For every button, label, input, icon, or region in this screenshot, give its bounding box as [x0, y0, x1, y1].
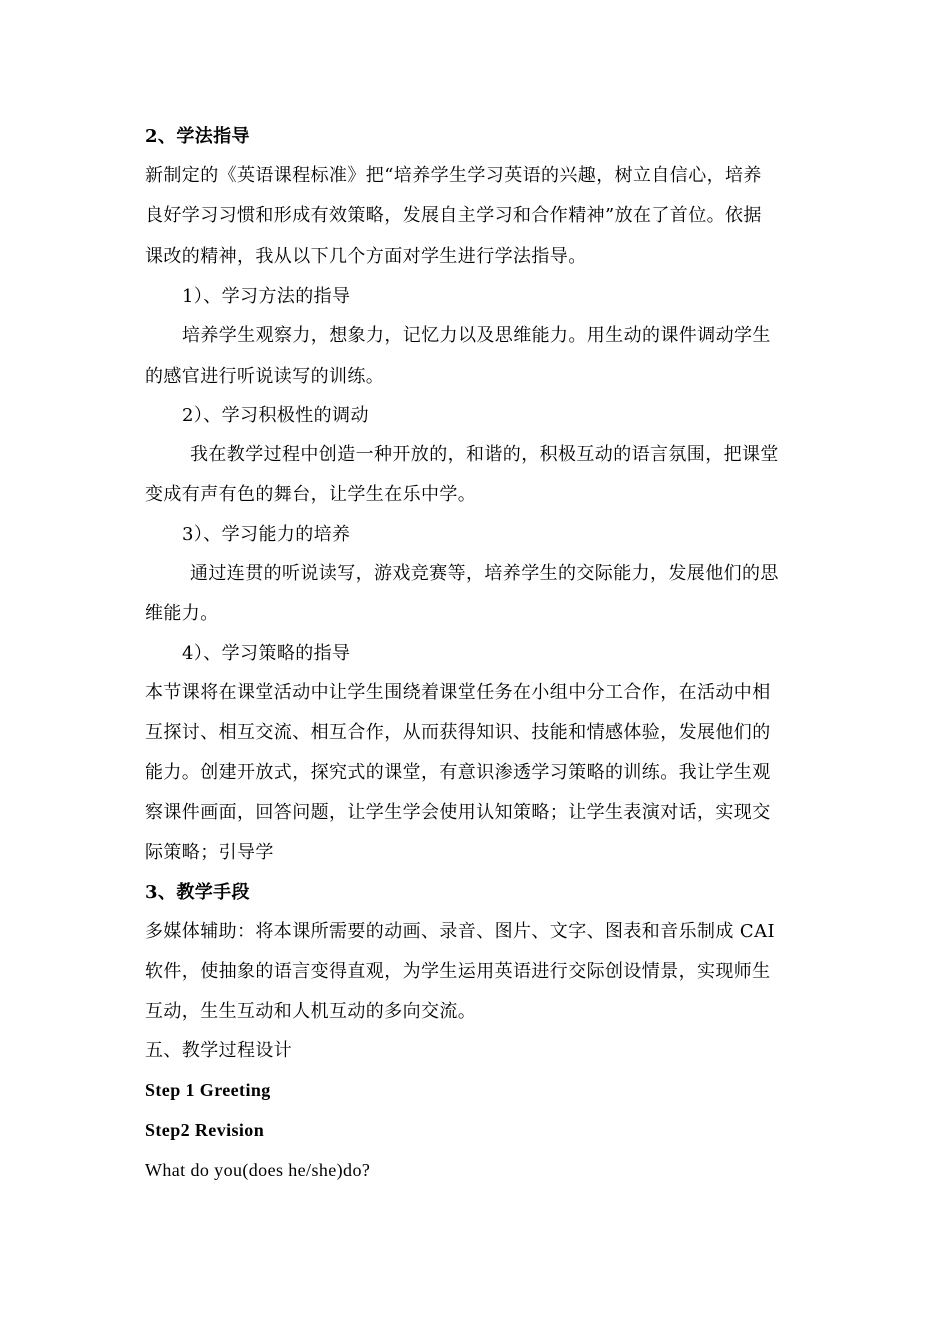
paragraph-line: 的感官进行听说读写的训练。: [145, 366, 385, 387]
paragraph-line: 能力。创建开放式，探究式的课堂，有意识渗透学习策略的训练。我让学生观: [145, 762, 771, 783]
paragraph-line: 本节课将在课堂活动中让学生围绕着课堂任务在小组中分工合作，在活动中相: [145, 682, 771, 703]
subheading-motivation: 2）、学习积极性的调动: [182, 405, 369, 426]
paragraph-line: 维能力。: [145, 603, 219, 624]
paragraph-line: 课改的精神，我从以下几个方面对学生进行学法指导。: [145, 246, 587, 267]
paragraph-line: 际策略；引导学: [145, 842, 274, 863]
heading-process-design: 五、教学过程设计: [145, 1040, 293, 1061]
question-line: What do you(does he/she)do?: [145, 1160, 371, 1180]
subheading-strategy: 4）、学习策略的指导: [182, 643, 351, 664]
heading-study-guidance: 2、学法指导: [145, 126, 250, 147]
step-revision: Step2 Revision: [145, 1120, 265, 1140]
paragraph-line: 良好学习习惯和形成有效策略，发展自主学习和合作精神”放在了首位。依据: [145, 205, 762, 226]
paragraph-line: 多媒体辅助：将本课所需要的动画、录音、图片、文字、图表和音乐制成 CAI: [145, 921, 775, 942]
heading-teaching-means: 3、教学手段: [145, 882, 250, 903]
paragraph-line: 通过连贯的听说读写，游戏竞赛等，培养学生的交际能力，发展他们的思: [190, 563, 779, 584]
subheading-method: 1）、学习方法的指导: [182, 286, 351, 307]
paragraph-line: 新制定的《英语课程标准》把“培养学生学习英语的兴趣，树立自信心，培养: [145, 165, 762, 186]
paragraph-line: 察课件画面，回答问题，让学生学会使用认知策略；让学生表演对话，实现交: [145, 802, 771, 823]
paragraph-line: 变成有声有色的舞台，让学生在乐中学。: [145, 484, 477, 505]
paragraph-line: 互探讨、相互交流、相互合作，从而获得知识、技能和情感体验，发展他们的: [145, 722, 771, 743]
subheading-ability: 3）、学习能力的培养: [182, 524, 351, 545]
paragraph-line: 软件，使抽象的语言变得直观，为学生运用英语进行交际创设情景，实现师生: [145, 961, 771, 982]
paragraph-line: 互动，生生互动和人机互动的多向交流。: [145, 1001, 477, 1022]
step-greeting: Step 1 Greeting: [145, 1080, 271, 1100]
paragraph-line: 我在教学过程中创造一种开放的，和谐的，积极互动的语言氛围，把课堂: [190, 444, 779, 465]
paragraph-line: 培养学生观察力，想象力，记忆力以及思维能力。用生动的课件调动学生: [182, 325, 771, 346]
